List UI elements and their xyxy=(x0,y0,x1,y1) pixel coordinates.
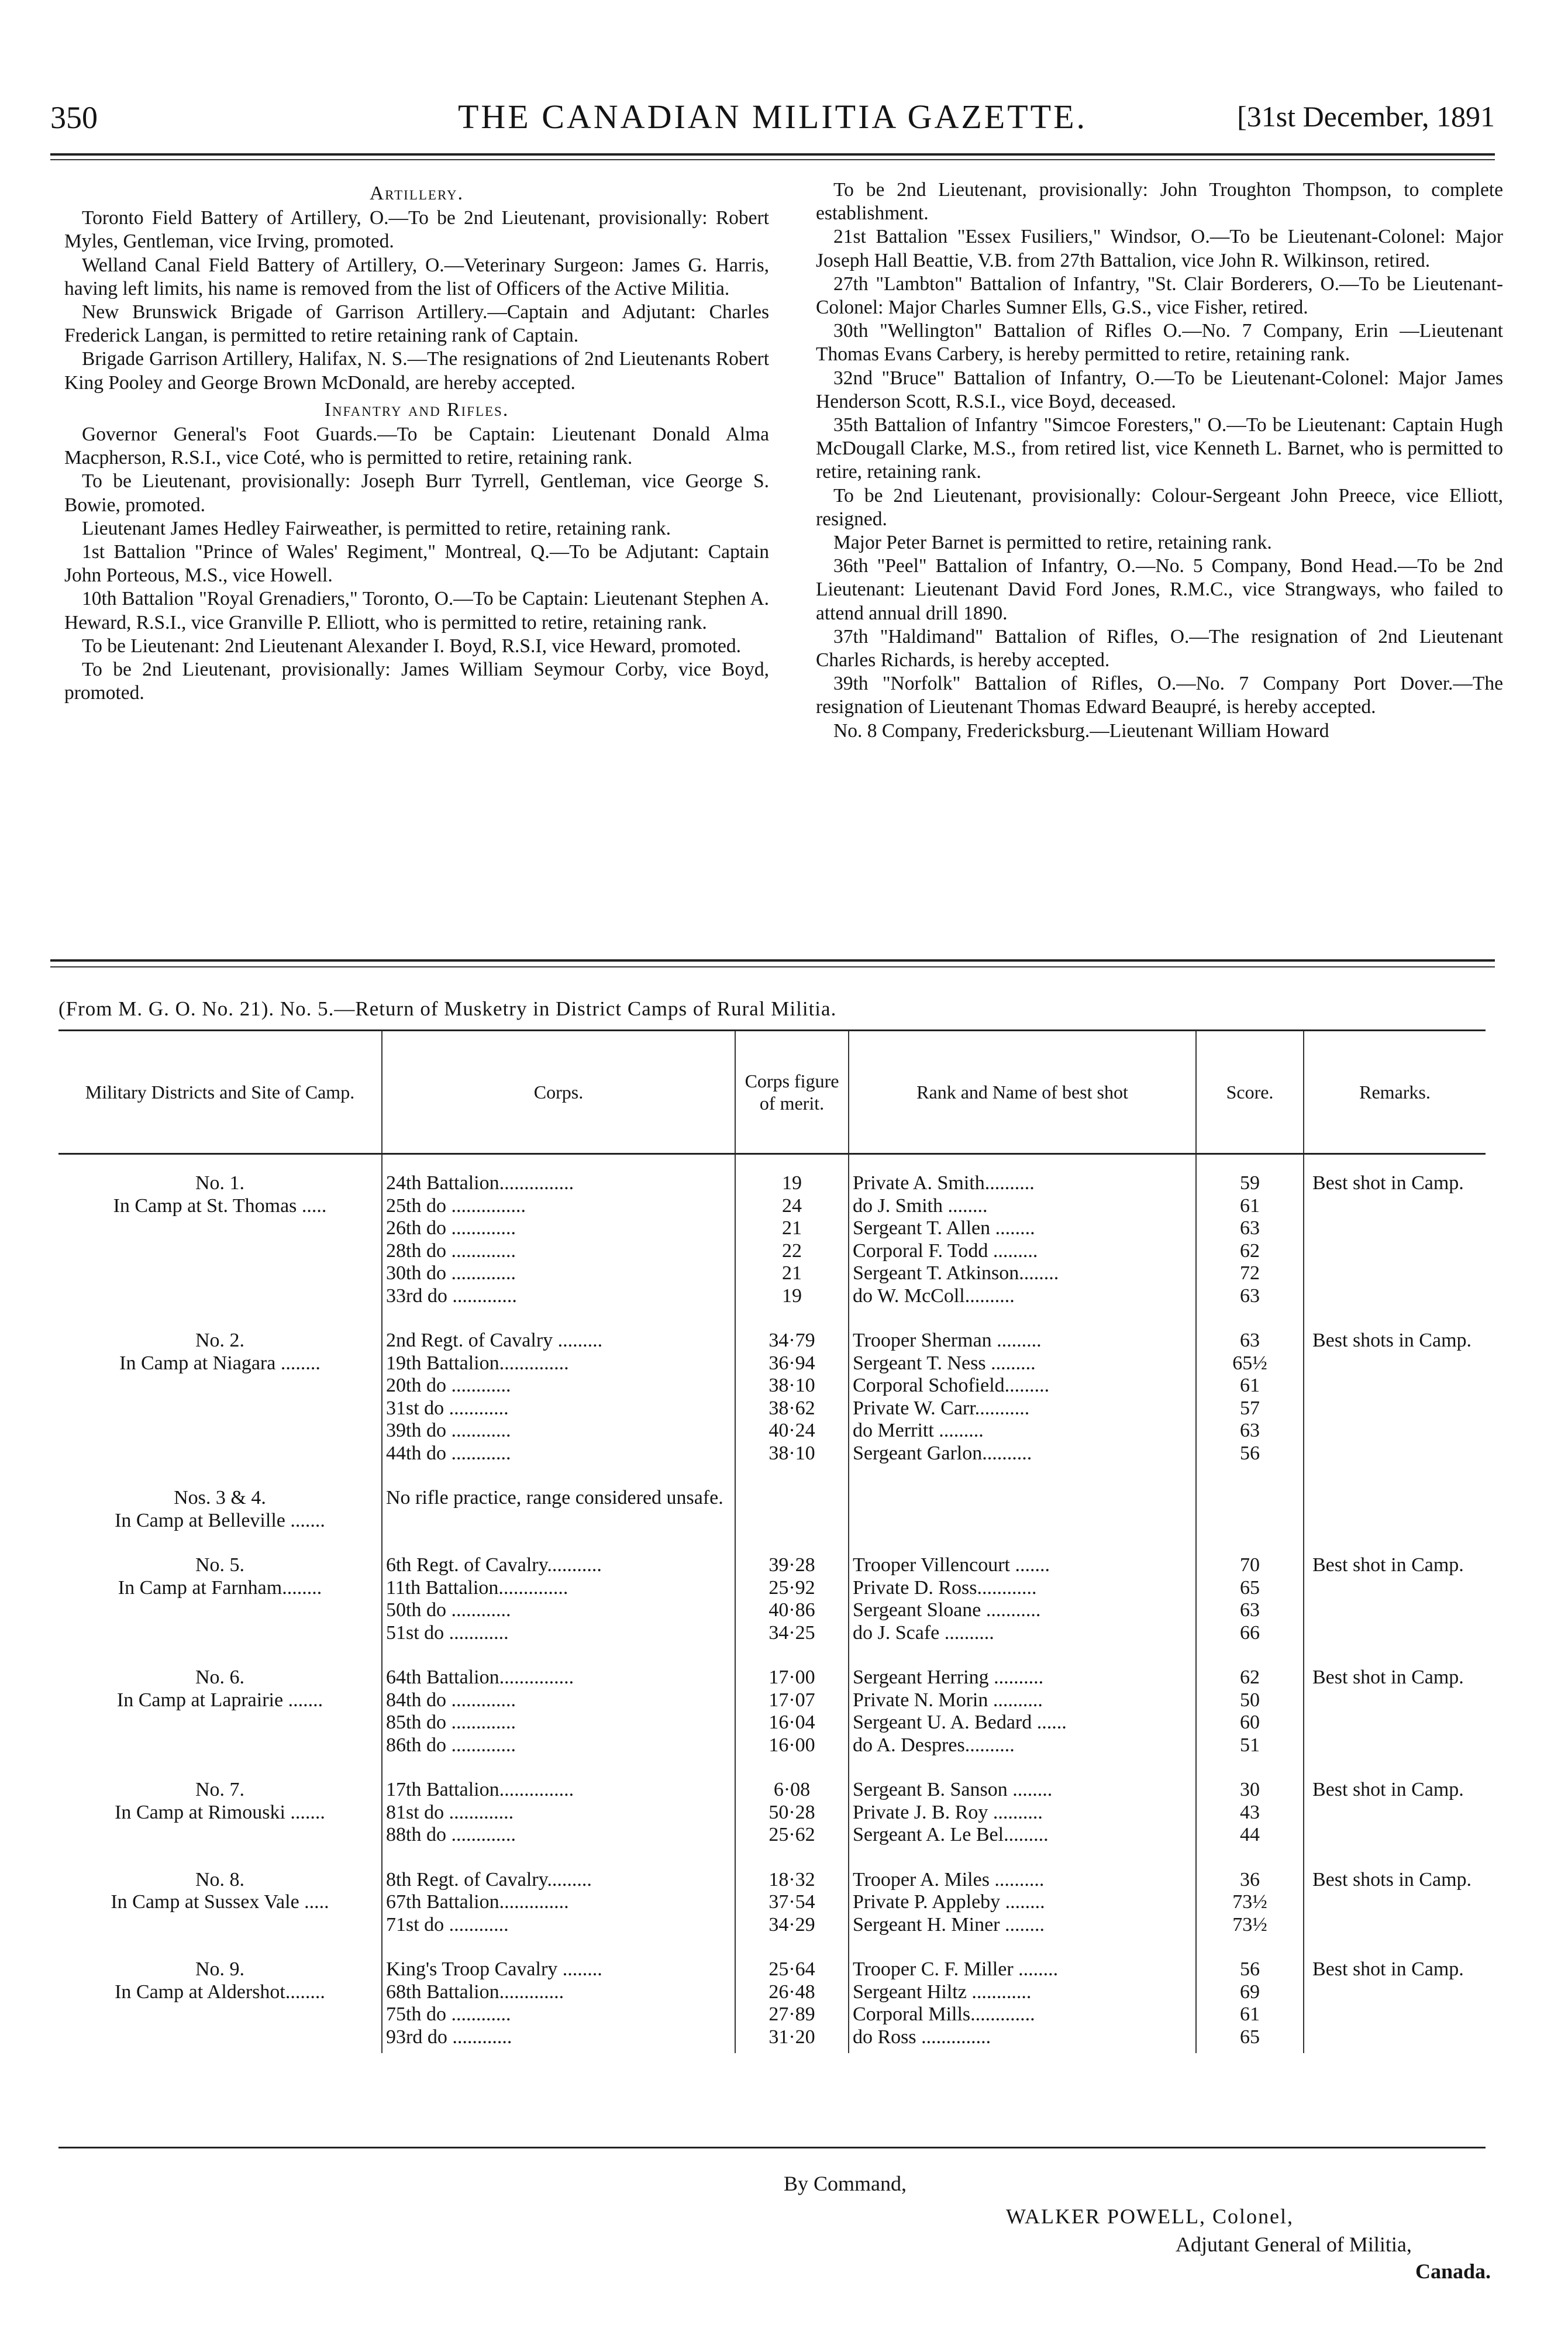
cell-score xyxy=(1196,1469,1304,1537)
cell-merit xyxy=(735,1649,849,1761)
merit-line: 18·32 xyxy=(769,1868,815,1891)
merit-line: 6·08 xyxy=(773,1779,811,1800)
cell-remarks xyxy=(1304,1851,1486,1941)
district-group xyxy=(58,1761,1486,1851)
order-paragraph: No. 8 Company, Fredericksburg.—Lieutenant William Howard xyxy=(833,719,1329,742)
shot-line: Sergeant T. Ness ......... xyxy=(853,1352,1036,1374)
score-line: 50 xyxy=(1240,1689,1260,1711)
score-line: 65 xyxy=(1240,1576,1260,1599)
cell-merit xyxy=(735,1154,849,1313)
score-line: 65½ xyxy=(1232,1352,1267,1374)
district-group xyxy=(58,1941,1486,2053)
table-row xyxy=(58,1649,1486,1761)
corps-line: 8th Regt. of Cavalry......... xyxy=(386,1868,592,1891)
page-number: 350 xyxy=(50,100,98,135)
remarks-line: Best shots in Camp. xyxy=(1312,1868,1472,1891)
district-line: In Camp at Sussex Vale ..... xyxy=(111,1891,329,1913)
order-paragraph: New Brunswick Brigade of Garrison Artillery.—Captain and Adjutant: Charles Frederick Langan, is permitted to retire retaining rank of Captain. xyxy=(64,301,769,347)
merit-line: 16·04 xyxy=(769,1712,815,1733)
district-line: In Camp at St. Thomas ..... xyxy=(113,1194,327,1217)
corps-line: 20th do ............ xyxy=(386,1375,511,1396)
district-line: No. 5. xyxy=(195,1554,245,1576)
merit-line: 22 xyxy=(782,1239,802,1262)
score-line: 60 xyxy=(1240,1712,1260,1733)
cell-score xyxy=(1196,1761,1304,1851)
cell-remarks xyxy=(1304,1941,1486,2053)
score-line: 59 xyxy=(1240,1172,1260,1194)
order-paragraph: Major Peter Barnet is permitted to retire, retaining rank. xyxy=(833,532,1272,554)
merit-line: 21 xyxy=(782,1217,802,1239)
corps-line: 31st do ............ xyxy=(386,1397,509,1419)
cell-district xyxy=(58,1312,382,1469)
table-row xyxy=(58,1312,1486,1469)
merit-line: 40·24 xyxy=(769,1420,815,1441)
issue-date: [31st December, 1891 xyxy=(1237,100,1495,133)
col-header-score: Score. xyxy=(1196,1031,1304,1154)
score-line: 69 xyxy=(1240,1981,1260,2003)
col-header-remarks: Remarks. xyxy=(1304,1031,1486,1154)
cell-remarks xyxy=(1304,1469,1486,1537)
district-group xyxy=(58,1312,1486,1469)
corps-line: No rifle practice, range considered unsafe. xyxy=(386,1487,723,1509)
shot-line: Trooper Sherman ......... xyxy=(853,1330,1042,1351)
district-line: No. 7. xyxy=(195,1779,245,1800)
order-paragraph: To be Lieutenant: 2nd Lieutenant Alexander I. Boyd, R.S.I, vice Heward, promoted. xyxy=(82,635,742,657)
score-line: 73½ xyxy=(1232,1891,1267,1913)
merit-line: 38·10 xyxy=(769,1442,815,1464)
cell-remarks xyxy=(1304,1312,1486,1469)
merit-line: 50·28 xyxy=(769,1801,815,1823)
score-line: 57 xyxy=(1240,1397,1260,1419)
col-header-district: Military Districts and Site of Camp. xyxy=(58,1031,382,1154)
cell-district xyxy=(58,1941,382,2053)
corps-line: 33rd do ............. xyxy=(386,1285,517,1307)
merit-line: 25·64 xyxy=(769,1958,815,1980)
cell-score xyxy=(1196,1649,1304,1761)
shot-line: do A. Despres.......... xyxy=(853,1734,1015,1756)
corps-line: 75th do ............ xyxy=(386,2003,511,2025)
merit-line: 19 xyxy=(782,1172,802,1194)
district-line: No. 6. xyxy=(195,1666,245,1688)
remarks-line: Best shot in Camp. xyxy=(1312,1958,1464,1980)
score-line: 56 xyxy=(1240,1958,1260,1980)
cell-score xyxy=(1196,1154,1304,1313)
merit-line: 24 xyxy=(782,1194,802,1217)
shot-line: do J. Smith ........ xyxy=(853,1194,988,1217)
table-header-row xyxy=(58,1031,1486,1154)
order-paragraph: Brigade Garrison Artillery, Halifax, N. S.—The resignations of 2nd Lieutenants Robert King Pooley and George Brown McDonald, are hereby accepted. xyxy=(64,348,769,394)
section-heading: Infantry and Rifles. xyxy=(324,398,509,421)
cell-district xyxy=(58,1537,382,1649)
shot-line: do J. Scafe .......... xyxy=(853,1621,994,1644)
signatory-name: WALKER POWELL, Colonel, xyxy=(1006,2205,1294,2228)
corps-line: 68th Battalion............. xyxy=(386,1981,564,2003)
cell-shot xyxy=(849,1537,1196,1649)
score-line: 72 xyxy=(1240,1262,1260,1284)
district-group xyxy=(58,1649,1486,1761)
cell-corps xyxy=(382,1312,735,1469)
shot-line: do Merritt ......... xyxy=(853,1420,984,1441)
cell-score xyxy=(1196,1537,1304,1649)
score-line: 44 xyxy=(1240,1824,1260,1845)
shot-line: Private D. Ross............ xyxy=(853,1576,1037,1599)
district-group xyxy=(58,1469,1486,1537)
gazette-title: THE CANADIAN MILITIA GAZETTE. xyxy=(457,98,1088,136)
corps-line: 6th Regt. of Cavalry........... xyxy=(386,1554,602,1576)
shot-line: do Ross .............. xyxy=(853,2026,991,2048)
shot-line: Sergeant T. Atkinson........ xyxy=(853,1262,1059,1284)
corps-line: 93rd do ............ xyxy=(386,2026,512,2048)
shot-line: Private J. B. Roy .......... xyxy=(853,1801,1043,1823)
order-paragraph: 27th "Lambton" Battalion of Infantry, "St. Clair Borderers, O.—To be Lieutenant-Colonel: Major Charles Sumner Ells, G.S., vice Fisher, retired. xyxy=(816,273,1503,319)
score-line: 73½ xyxy=(1232,1913,1267,1936)
corps-line: 17th Battalion............... xyxy=(386,1779,574,1800)
shot-line: Private A. Smith.......... xyxy=(853,1172,1035,1194)
order-paragraph: Lieutenant James Hedley Fairweather, is permitted to retire, retaining rank. xyxy=(82,517,671,539)
merit-line: 21 xyxy=(782,1262,802,1284)
district-line: No. 8. xyxy=(195,1868,245,1891)
order-paragraph: 39th "Norfolk" Battalion of Rifles, O.—No. 7 Company Port Dover.—The resignation of Lieutenant Thomas Edward Beaupré, is hereby accepted. xyxy=(816,673,1503,718)
cell-merit xyxy=(735,1537,849,1649)
cell-merit xyxy=(735,1761,849,1851)
cell-district xyxy=(58,1649,382,1761)
score-line: 70 xyxy=(1240,1554,1260,1576)
corps-line: 30th do ............. xyxy=(386,1262,516,1284)
musketry-return-table xyxy=(58,1029,1486,2053)
corps-line: 19th Battalion.............. xyxy=(386,1352,569,1374)
cell-shot xyxy=(849,1649,1196,1761)
remarks-line: Best shot in Camp. xyxy=(1312,1779,1464,1800)
remarks-line: Best shots in Camp. xyxy=(1312,1330,1472,1351)
cell-shot xyxy=(849,1941,1196,2053)
corps-line: 26th do ............. xyxy=(386,1217,516,1239)
score-line: 65 xyxy=(1240,2026,1260,2048)
district-line: No. 1. xyxy=(195,1172,245,1194)
shot-line: Sergeant U. A. Bedard ...... xyxy=(853,1712,1067,1733)
order-paragraph: 35th Battalion of Infantry "Simcoe Foresters," O.—To be Lieutenant: Captain Hugh McDougall Clarke, M.S., from retired list, vice Kenneth L. Barnet, who is permitted to retire, retaining rank. xyxy=(816,414,1503,483)
corps-line: 71st do ............ xyxy=(386,1913,509,1936)
score-line: 51 xyxy=(1240,1734,1260,1756)
score-line: 61 xyxy=(1240,1194,1260,1217)
shot-line: Trooper A. Miles .......... xyxy=(853,1868,1045,1891)
order-paragraph: 21st Battalion "Essex Fusiliers," Windsor, O.—To be Lieutenant-Colonel: Major Joseph Hall Beattie, V.B. from 27th Battalion, vice John R. Wilkinson, retired. xyxy=(816,226,1503,271)
order-paragraph: Governor General's Foot Guards.—To be Captain: Lieutenant Donald Alma Macpherson, R.S.I., vice Coté, who is permitted to retire, retaining rank. xyxy=(64,423,769,469)
score-line: 63 xyxy=(1240,1420,1260,1441)
corps-line: 25th do ............... xyxy=(386,1194,526,1217)
merit-line: 34·79 xyxy=(769,1330,815,1351)
score-line: 36 xyxy=(1240,1868,1260,1891)
corps-line: 44th do ............ xyxy=(386,1442,511,1464)
header-rule xyxy=(50,153,1495,156)
cell-district xyxy=(58,1469,382,1537)
order-paragraph: 30th "Wellington" Battalion of Rifles O.—No. 7 Company, Erin —Lieutenant Thomas Evans Carbery, is hereby permitted to retire, retaining rank. xyxy=(816,320,1503,366)
district-line: No. 9. xyxy=(195,1958,245,1980)
district-group xyxy=(58,1154,1486,1313)
corps-line: 84th do ............. xyxy=(386,1689,516,1711)
order-paragraph: Welland Canal Field Battery of Artillery, O.—Veterinary Surgeon: James G. Harris, having left limits, his name is removed from the list of Officers of the Active Militia. xyxy=(64,254,769,299)
remarks-line: Best shot in Camp. xyxy=(1312,1666,1464,1688)
corps-line: 2nd Regt. of Cavalry ......... xyxy=(386,1330,603,1351)
merit-line: 34·29 xyxy=(769,1913,815,1936)
corps-line: 51st do ............ xyxy=(386,1621,509,1644)
cell-district xyxy=(58,1851,382,1941)
corps-line: 64th Battalion............... xyxy=(386,1666,574,1688)
table-row xyxy=(58,1851,1486,1941)
corps-line: 88th do ............. xyxy=(386,1824,516,1845)
score-line: 61 xyxy=(1240,2003,1260,2025)
col-header-best-shot: Rank and Name of best shot xyxy=(849,1031,1196,1154)
district-group xyxy=(58,1851,1486,1941)
corps-line: 86th do ............. xyxy=(386,1734,516,1756)
return-caption: (From M. G. O. No. 21). No. 5.—Return of Musketry in District Camps of Rural Militia. xyxy=(58,997,837,1020)
cell-shot xyxy=(849,1851,1196,1941)
cell-score xyxy=(1196,1312,1304,1469)
merit-line: 40·86 xyxy=(769,1599,815,1621)
cell-remarks xyxy=(1304,1761,1486,1851)
shot-line: Trooper Villencourt ....... xyxy=(853,1554,1050,1576)
score-line: 66 xyxy=(1240,1621,1260,1644)
cell-shot xyxy=(849,1312,1196,1469)
order-paragraph: 36th "Peel" Battalion of Infantry, O.—No. 5 Company, Bond Head.—To be 2nd Lieutenant: Lieutenant David Ford Jones, R.M.C., vice Strangways, who failed to attend annual drill 1890. xyxy=(816,555,1503,624)
header-rule-thin xyxy=(50,159,1495,160)
order-paragraph: To be 2nd Lieutenant, provisionally: James William Seymour Corby, vice Boyd, promoted. xyxy=(64,659,769,704)
table-row xyxy=(58,1469,1486,1537)
score-line: 62 xyxy=(1240,1239,1260,1262)
score-line: 61 xyxy=(1240,1375,1260,1396)
order-paragraph: To be 2nd Lieutenant, provisionally: John Troughton Thompson, to complete establishment. xyxy=(816,179,1503,225)
order-paragraph: 1st Battalion "Prince of Wales' Regiment," Montreal, Q.—To be Adjutant: Captain John Porteous, M.S., vice Howell. xyxy=(64,541,769,587)
cell-score xyxy=(1196,1941,1304,2053)
col-header-merit: Corps figure of merit. xyxy=(735,1031,849,1154)
shot-line: Sergeant B. Sanson ........ xyxy=(853,1779,1053,1800)
col-header-corps: Corps. xyxy=(382,1031,735,1154)
cell-remarks xyxy=(1304,1649,1486,1761)
cell-shot xyxy=(849,1761,1196,1851)
cell-corps xyxy=(382,1469,735,1537)
district-line: In Camp at Niagara ........ xyxy=(119,1352,321,1374)
score-line: 56 xyxy=(1240,1442,1260,1464)
remarks-line: Best shot in Camp. xyxy=(1312,1554,1464,1576)
score-line: 63 xyxy=(1240,1285,1260,1307)
district-line: In Camp at Belleville ....... xyxy=(115,1509,325,1531)
corps-line: 39th do ............ xyxy=(386,1420,511,1441)
remarks-line: Best shot in Camp. xyxy=(1312,1172,1464,1194)
corps-line: 50th do ............ xyxy=(386,1599,511,1621)
shot-line: Corporal F. Todd ......... xyxy=(853,1239,1038,1262)
corps-line: 67th Battalion.............. xyxy=(386,1891,569,1913)
shot-line: Private N. Morin .......... xyxy=(853,1689,1043,1711)
left-column xyxy=(64,178,769,705)
section-rule xyxy=(50,959,1495,962)
cell-corps xyxy=(382,1154,735,1313)
score-line: 43 xyxy=(1240,1801,1260,1823)
district-line: In Camp at Laprairie ....... xyxy=(116,1689,323,1711)
signatory-place: Canada. xyxy=(1415,2260,1491,2283)
cell-merit xyxy=(735,1851,849,1941)
shot-line: Sergeant Hiltz ............ xyxy=(853,1981,1032,2003)
shot-line: Trooper C. F. Miller ........ xyxy=(853,1958,1059,1980)
shot-line: Sergeant A. Le Bel......... xyxy=(853,1824,1049,1845)
merit-line: 27·89 xyxy=(769,2003,815,2025)
shot-line: Corporal Schofield......... xyxy=(853,1375,1050,1396)
shot-line: Private W. Carr........... xyxy=(853,1397,1030,1419)
merit-line: 34·25 xyxy=(769,1621,815,1644)
order-paragraph: To be Lieutenant, provisionally: Joseph Burr Tyrrell, Gentleman, vice George S. Bowie, promoted. xyxy=(64,470,769,516)
merit-line: 19 xyxy=(782,1285,802,1307)
table-row xyxy=(58,1761,1486,1851)
signatory-title: Adjutant General of Militia, xyxy=(1176,2233,1412,2256)
section-heading: Artillery. xyxy=(369,182,464,204)
merit-line: 38·62 xyxy=(769,1397,815,1419)
page-header xyxy=(50,94,1495,140)
merit-line: 17·07 xyxy=(769,1689,815,1711)
order-paragraph: 10th Battalion "Royal Grenadiers," Toronto, O.—To be Captain: Lieutenant Stephen A. Heward, R.S.I., vice Granville P. Elliott, who is permitted to retire, retaining rank. xyxy=(64,588,769,633)
corps-line: 81st do ............. xyxy=(386,1801,514,1823)
merit-line: 38·10 xyxy=(769,1375,815,1396)
cell-shot xyxy=(849,1154,1196,1313)
cell-remarks xyxy=(1304,1537,1486,1649)
merit-line: 36·94 xyxy=(769,1352,815,1374)
corps-line: 24th Battalion............... xyxy=(386,1172,574,1194)
merit-line: 37·54 xyxy=(769,1891,815,1913)
cell-merit xyxy=(735,1312,849,1469)
table-row xyxy=(58,1154,1486,1313)
corps-line: 28th do ............. xyxy=(386,1239,516,1262)
corps-line: King's Troop Cavalry ........ xyxy=(386,1958,602,1980)
merit-line: 25·62 xyxy=(769,1824,815,1845)
district-group xyxy=(58,1537,1486,1649)
cell-corps xyxy=(382,1851,735,1941)
cell-merit xyxy=(735,1469,849,1537)
score-line: 62 xyxy=(1240,1666,1260,1688)
cell-score xyxy=(1196,1851,1304,1941)
merit-line: 17·00 xyxy=(769,1666,815,1688)
merit-line: 31·20 xyxy=(769,2026,815,2048)
cell-corps xyxy=(382,1761,735,1851)
score-line: 63 xyxy=(1240,1599,1260,1621)
cell-district xyxy=(58,1154,382,1313)
merit-line: 26·48 xyxy=(769,1981,815,2003)
table-end-rule xyxy=(58,2147,1486,2148)
district-line: Nos. 3 & 4. xyxy=(174,1487,266,1509)
district-line: In Camp at Aldershot........ xyxy=(115,1981,325,2003)
score-line: 63 xyxy=(1240,1217,1260,1239)
by-command: By Command, xyxy=(784,2172,907,2195)
cell-shot xyxy=(849,1469,1196,1537)
order-paragraph: Toronto Field Battery of Artillery, O.—To be 2nd Lieutenant, provisionally: Robert Myles, Gentleman, vice Irving, promoted. xyxy=(64,207,769,253)
merit-line: 16·00 xyxy=(769,1734,815,1756)
cell-merit xyxy=(735,1941,849,2053)
shot-line: Sergeant Garlon.......... xyxy=(853,1442,1032,1464)
district-line: No. 2. xyxy=(195,1330,245,1351)
table-row xyxy=(58,1537,1486,1649)
shot-line: do W. McColl.......... xyxy=(853,1285,1015,1307)
cell-corps xyxy=(382,1537,735,1649)
shot-line: Sergeant H. Miner ........ xyxy=(853,1913,1045,1936)
right-column xyxy=(816,178,1503,743)
shot-line: Sergeant Herring .......... xyxy=(853,1666,1044,1688)
cell-district xyxy=(58,1761,382,1851)
cell-corps xyxy=(382,1649,735,1761)
score-line: 63 xyxy=(1240,1330,1260,1351)
shot-line: Corporal Mills............. xyxy=(853,2003,1035,2025)
section-rule-thin xyxy=(50,966,1495,967)
corps-line: 85th do ............. xyxy=(386,1712,516,1733)
cell-remarks xyxy=(1304,1154,1486,1313)
order-paragraph: 37th "Haldimand" Battalion of Rifles, O.—The resignation of 2nd Lieutenant Charles Richards, is hereby accepted. xyxy=(816,625,1503,672)
table-row xyxy=(58,1941,1486,2053)
merit-line: 39·28 xyxy=(769,1554,815,1576)
district-line: In Camp at Rimouski ....... xyxy=(115,1801,325,1823)
shot-line: Sergeant T. Allen ........ xyxy=(853,1217,1035,1239)
cell-corps xyxy=(382,1941,735,2053)
score-line: 30 xyxy=(1240,1779,1260,1800)
district-line: In Camp at Farnham........ xyxy=(118,1576,322,1599)
corps-line: 11th Battalion.............. xyxy=(386,1576,568,1599)
order-paragraph: 32nd "Bruce" Battalion of Infantry, O.—To be Lieutenant-Colonel: Major James Henderson Scott, R.S.I., vice Boyd, deceased. xyxy=(816,367,1503,412)
shot-line: Private P. Appleby ........ xyxy=(853,1891,1045,1913)
shot-line: Sergeant Sloane ........... xyxy=(853,1599,1041,1621)
merit-line: 25·92 xyxy=(769,1576,815,1599)
order-paragraph: To be 2nd Lieutenant, provisionally: Colour-Sergeant John Preece, vice Elliott, resigned. xyxy=(816,484,1503,530)
